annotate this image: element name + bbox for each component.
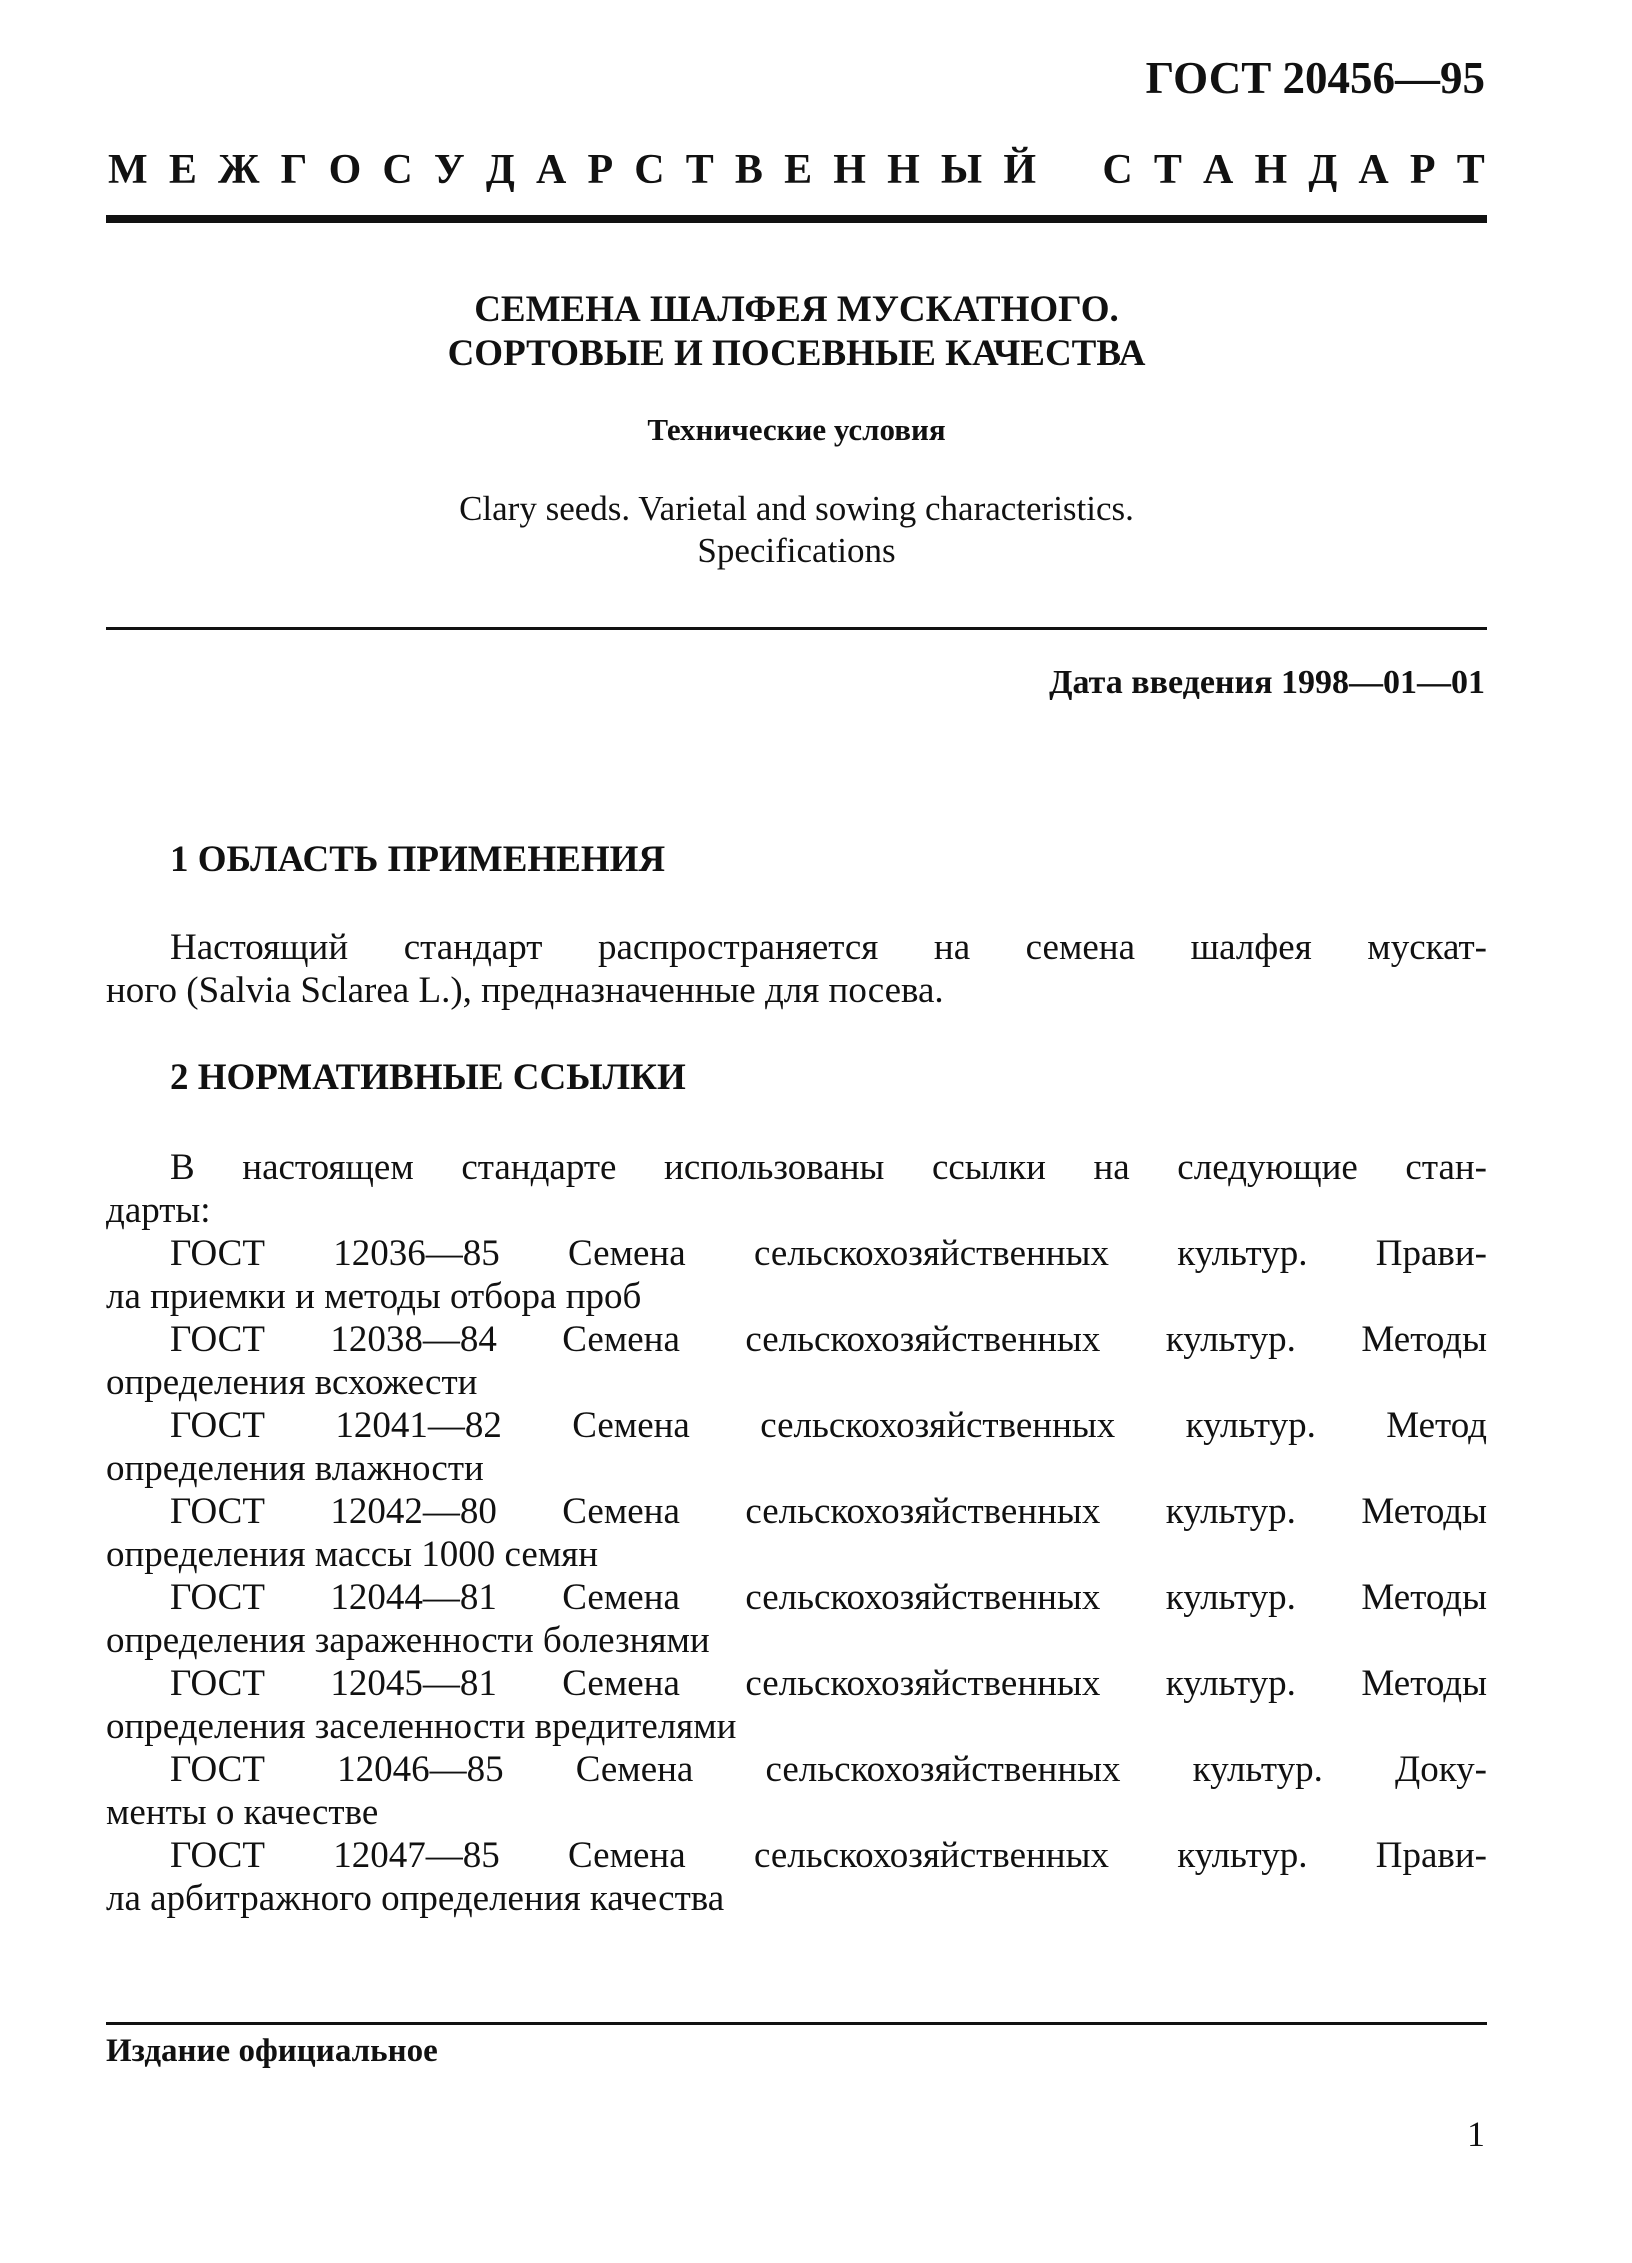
- reference-line: ла приемки и методы отбора проб: [106, 1276, 642, 1317]
- reference-line: ГОСТ 12042—80 Семена сельскохозяйственных культур. Методы: [170, 1491, 1487, 1532]
- reference-line: ГОСТ 12038—84 Семена сельскохозяйственных культур. Методы: [170, 1319, 1487, 1360]
- header-letter: Г: [280, 147, 308, 193]
- document-subtitle: Технические условия: [647, 412, 946, 447]
- reference-line: определения заселенности вредителями: [106, 1706, 737, 1747]
- reference-line: ла арбитражного определения качества: [106, 1878, 725, 1919]
- reference-line: ГОСТ 12044—81 Семена сельскохозяйственных культур. Методы: [170, 1577, 1487, 1618]
- title-block-rule: [106, 627, 1487, 630]
- reference-line: ГОСТ 12047—85 Семена сельскохозяйственных культур. Прави-: [170, 1835, 1487, 1876]
- footer-rule: [106, 2022, 1487, 2025]
- section-2-intro: [106, 1146, 1487, 1232]
- english-title-line-1: Clary seeds. Varietal and sowing characteristics.: [459, 489, 1134, 528]
- interstate-standard-header: [108, 142, 1485, 198]
- reference-line: определения массы 1000 семян: [106, 1534, 599, 1575]
- section-1-line-1: Настоящий стандарт распространяется на семена шалфея мускат-: [170, 927, 1487, 968]
- header-letter: Р: [1409, 147, 1436, 193]
- reference-line: ГОСТ 12036—85 Семена сельскохозяйственных культур. Прави-: [170, 1233, 1487, 1274]
- section-2-intro-line-2: дарты:: [106, 1190, 211, 1231]
- header-letter-gap: [1057, 142, 1081, 198]
- header-letter: А: [1202, 147, 1234, 193]
- section-2-heading: 2 НОРМАТИВНЫЕ ССЫЛКИ: [170, 1057, 686, 1098]
- reference-line: ГОСТ 12041—82 Семена сельскохозяйственных культур. Метод: [170, 1405, 1487, 1446]
- section-1-body: [106, 926, 1487, 1012]
- header-letter: С: [1102, 147, 1133, 193]
- normative-references-list: [106, 1232, 1487, 1920]
- section-1-line-2: ного (Salvia Sclarea L.), предназначенные для посева.: [106, 970, 944, 1011]
- reference-line: ГОСТ 12046—85 Семена сельскохозяйственных культур. Доку-: [170, 1749, 1487, 1790]
- header-letter: А: [535, 147, 567, 193]
- header-letter: Н: [1254, 147, 1288, 193]
- reference-line: определения всхожести: [106, 1362, 478, 1403]
- reference-line: ГОСТ 12045—81 Семена сельскохозяйственных культур. Методы: [170, 1663, 1487, 1704]
- section-2-intro-line-1: В настоящем стандарте использованы ссылки на следующие стан-: [170, 1147, 1487, 1188]
- header-letter: В: [734, 147, 763, 193]
- header-letter: А: [1358, 147, 1389, 193]
- section-1-heading: 1 ОБЛАСТЬ ПРИМЕНЕНИЯ: [170, 839, 666, 880]
- header-letter: Ы: [940, 147, 983, 193]
- page-number: 1: [1467, 2114, 1485, 2154]
- header-letter: М: [108, 147, 148, 193]
- document-title-line-2: СОРТОВЫЕ И ПОСЕВНЫЕ КАЧЕСТВА: [447, 333, 1146, 374]
- header-letter: С: [382, 147, 413, 193]
- header-letter: С: [634, 147, 665, 193]
- header-letter: Р: [587, 147, 614, 193]
- official-edition-label: Издание официальное: [106, 2033, 438, 2069]
- header-letter: Т: [685, 147, 714, 193]
- reference-line: определения зараженности болезнями: [106, 1620, 710, 1661]
- header-letter: Д: [1308, 147, 1338, 193]
- document-title-line-1: СЕМЕНА ШАЛФЕЯ МУСКАТНОГО.: [474, 289, 1119, 330]
- header-letter: Д: [485, 147, 515, 193]
- header-letter: Ж: [217, 147, 260, 193]
- introduction-date: Дата введения 1998—01—01: [1049, 664, 1485, 701]
- header-letter: Й: [1003, 147, 1036, 193]
- header-letter: Н: [833, 147, 866, 193]
- header-letter: Е: [784, 147, 813, 193]
- header-letter: Н: [887, 147, 920, 193]
- header-letter: Е: [168, 147, 197, 193]
- document-code: ГОСТ 20456—95: [1145, 53, 1485, 103]
- reference-line: определения влажности: [106, 1448, 484, 1489]
- header-rule: [106, 215, 1487, 223]
- header-letter: Т: [1153, 147, 1182, 193]
- reference-line: менты о качестве: [106, 1792, 379, 1833]
- header-letter: Т: [1456, 147, 1485, 193]
- english-title-line-2: Specifications: [697, 531, 896, 570]
- header-letter: У: [433, 147, 465, 193]
- header-letter: О: [328, 147, 362, 193]
